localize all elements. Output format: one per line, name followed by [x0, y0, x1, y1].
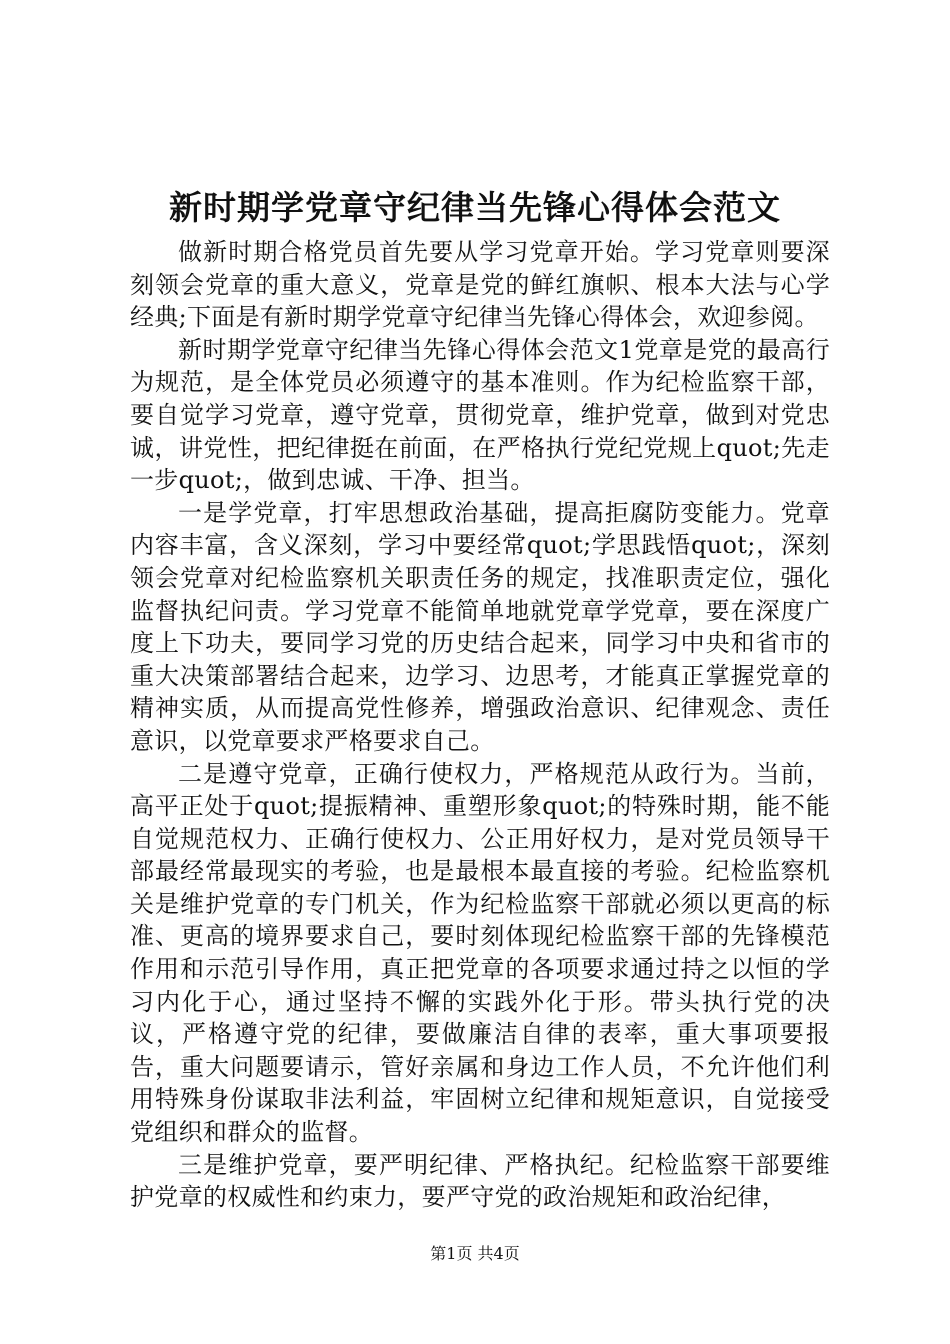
- document-body: [130, 236, 830, 1214]
- paragraph-intro: 做新时期合格党员首先要从学习党章开始。学习党章则要深刻领会党章的重大意义，党章是党的鲜红旗帜、根本大法与心学经典;下面是有新时期学党章守纪律当先锋心得体会，欢迎参阅。: [130, 238, 830, 332]
- paragraph-point-1: 一是学党章，打牢思想政治基础，提高拒腐防变能力。党章内容丰富，含义深刻，学习中要经常quot;学思践悟quot;，深刻领会党章对纪检监察机关职责任务的规定，找准职责定位，强化监督执纪问责。学习党章不能简单地就党章学党章，要在深度广度上下功夫，要同学习党的历史结合起来，同学习中央和省市的重大决策部署结合起来，边学习、边思考，才能真正掌握党章的精神实质，从而提高党性修养，增强政治意识、纪律观念、责任意识，以党章要求严格要求自己。: [130, 498, 830, 755]
- page-number-footer: 第1页 共4页: [430, 1244, 520, 1263]
- paragraph-point-2: 二是遵守党章，正确行使权力，严格规范从政行为。当前，高平正处于quot;提振精神、重塑形象quot;的特殊时期，能不能自觉规范权力、正确行使权力、公正用好权力，是对党员领导干部最经常最现实的考验，也是最根本最直接的考验。纪检监察机关是维护党章的专门机关，作为纪检监察干部就必须以更高的标准、更高的境界要求自己，要时刻体现纪检监察干部的先锋模范作用和示范引导作用，真正把党章的各项要求通过持之以恒的学习内化于心，通过坚持不懈的实践外化于形。带头执行党的决议，严格遵守党的纪律，要做廉洁自律的表率，重大事项要报告，重大问题要请示，管好亲属和身边工作人员，不允许他们利用特殊身份谋取非法利益，牢固树立纪律和规矩意识，自觉接受党组织和群众的监督。: [130, 759, 830, 1147]
- document-title: 新时期学党章守纪律当先锋心得体会范文: [169, 188, 781, 227]
- paragraph-essay-1: 新时期学党章守纪律当先锋心得体会范文1党章是党的最高行为规范，是全体党员必须遵守的基本准则。作为纪检监察干部，要自觉学习党章，遵守党章，贯彻党章，维护党章，做到对党忠诚，讲党性，把纪律挺在前面，在严格执行党纪党规上quot;先走一步quot;，做到忠诚、干净、担当。: [130, 335, 830, 495]
- paragraph-point-3: 三是维护党章，要严明纪律、严格执纪。纪检监察干部要维护党章的权威性和约束力，要严守党的政治规矩和政治纪律，: [130, 1150, 830, 1212]
